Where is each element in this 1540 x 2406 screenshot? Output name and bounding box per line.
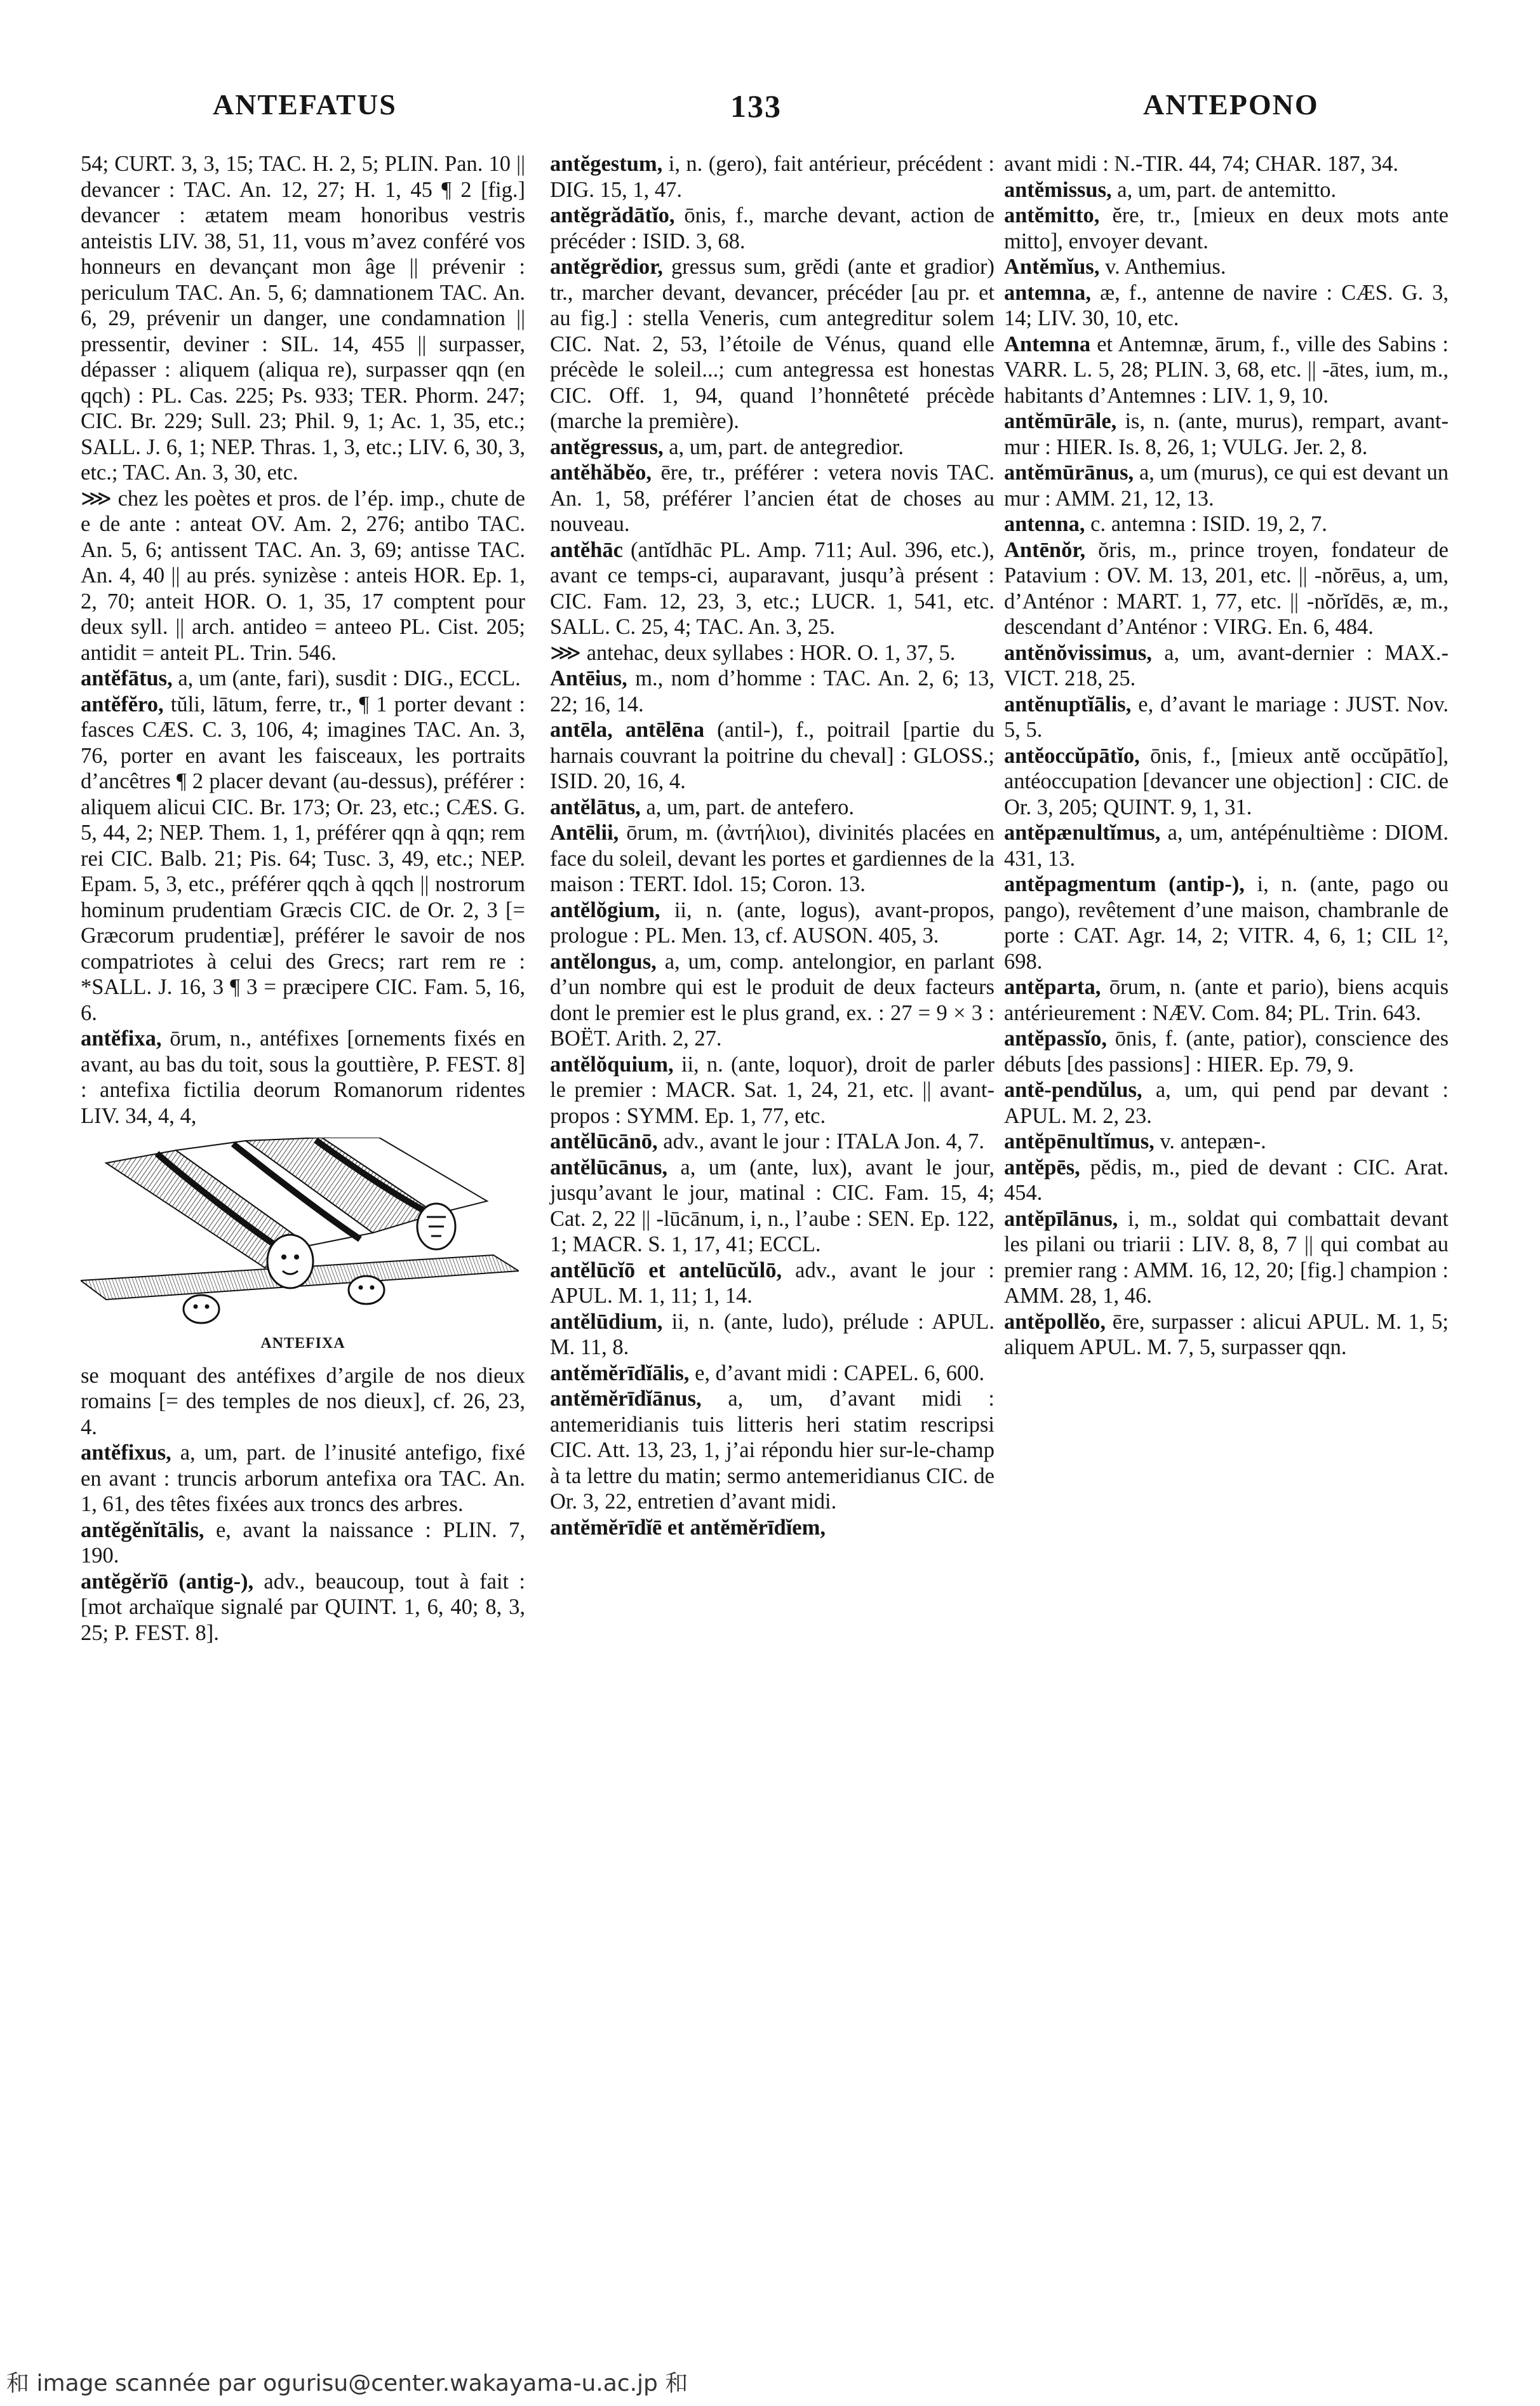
column-1 bbox=[81, 151, 525, 1646]
entry-text: ii, n. (ante, ludo), prélude : APUL. M. 11, 8. bbox=[550, 1309, 995, 1359]
headword: antĕfixa, bbox=[81, 1026, 162, 1051]
entry bbox=[1004, 203, 1449, 254]
entry bbox=[550, 1129, 994, 1155]
entry-text: pĕdis, m., pied de devant : CIC. Arat. 454. bbox=[1004, 1155, 1449, 1205]
headword: antĕgrĕdior, bbox=[550, 255, 663, 279]
entry-text: tŭli, lātum, ferre, tr., ¶ 1 porter devant : fasces CÆS. C. 3, 106, 4; imagines TAC. An. 3, 76, porter en avant les faisceaux, les portraits d’ancêtres ¶ 2 placer devant (au-dessus), préférer : aliquem alicui CIC. Br. 173; Or. 23, etc.; CÆS. G. 5, 44, 2; NEP. Them. 1, 1, préférer qqn à qqn; rem rei CIC. Balb. 21; Pis. 64; Tusc. 3, 49, etc.; NEP. Epam. 5, 3, etc., préférer qqch à qqch || nostrorum hominum prudentiam Græcis CIC. de Or. 2, 3 [= Græcorum prudentiæ], préférer le savoir de nos compatriotes à celui des Grecs; rart rem re : *SALL. J. 16, 3 ¶ 3 = præcipere CIC. Fam. 5, 16, 6. bbox=[81, 692, 526, 1025]
entry bbox=[1004, 974, 1449, 1026]
entry bbox=[1004, 1077, 1449, 1129]
entry bbox=[550, 666, 994, 717]
entry bbox=[81, 692, 525, 1026]
entry-text: se moquant des antéfixes d’argile de nos dieux romains [= des temples de nos dieux], cf. 26, 23, 4. bbox=[81, 1363, 525, 1439]
entry-text: ēre, surpasser : alicui APUL. M. 1, 5; aliquem APUL. M. 7, 5, surpasser qqn. bbox=[1004, 1309, 1449, 1359]
headword: antēla, antēlēna bbox=[550, 718, 705, 742]
running-head-right: ANTEPONO bbox=[1143, 88, 1319, 121]
headword: antĕnuptĭālis, bbox=[1004, 692, 1132, 716]
entry bbox=[1004, 408, 1449, 460]
entry bbox=[81, 1363, 525, 1441]
headword: antĕ-pendŭlus, bbox=[1004, 1078, 1142, 1102]
headword: antĕmĕrīdĭānus, bbox=[550, 1387, 702, 1411]
entry-text: ōrum, n., antéfixes [ornements fixés en avant, au bas du toit, sous la gouttière, P. FEST. 8] : antefixa fictilia deorum Romanorum ridentes LIV. 34, 4, 4, bbox=[81, 1026, 525, 1128]
headword: antĕnŏvissimus, bbox=[1004, 640, 1152, 665]
headword: Antēius, bbox=[550, 666, 627, 690]
entry-text: ii, n. (ante, loquor), droit de parler le premier : MACR. Sat. 1, 24, 21, etc. || avant-propos : SYMM. Ep. 1, 77, etc. bbox=[550, 1052, 995, 1128]
entry bbox=[1004, 537, 1449, 640]
headword: Antĕmĭus, bbox=[1004, 255, 1100, 279]
entry bbox=[550, 203, 994, 254]
headword: antĕmĕrīdĭē bbox=[550, 1515, 662, 1540]
entry bbox=[550, 640, 994, 666]
entry bbox=[1004, 254, 1449, 280]
entry bbox=[550, 717, 994, 795]
headword: antĕfixus, bbox=[81, 1441, 171, 1465]
entry-text: i, n. (gero), fait antérieur, précédent : DIG. 15, 1, 47. bbox=[550, 152, 995, 202]
entry bbox=[81, 1440, 525, 1517]
headword: antemna, bbox=[1004, 280, 1092, 305]
entry-text: a, um (ante, lux), avant le jour, jusqu’avant le jour, matinal : CIC. Fam. 15, 4; Cat. 2, 22 || -lūcānum, i, n., l’aube : SEN. Ep. 122, 1; MACR. S. 1, 17, 41; ECCL. bbox=[550, 1155, 994, 1256]
headword: antĕmūrānus, bbox=[1004, 460, 1134, 485]
entry bbox=[1004, 151, 1449, 177]
headword: antĕlātus, bbox=[550, 795, 641, 819]
entry-text: ōnis, f., marche devant, action de précéder : ISID. 3, 68. bbox=[550, 203, 994, 253]
headword: antĕgestum, bbox=[550, 152, 663, 176]
entry-text: e, d’avant midi : CAPEL. 6, 600. bbox=[695, 1361, 985, 1385]
entry bbox=[550, 795, 994, 821]
headword: antĕlūcĭō et antelūcŭlō, bbox=[550, 1258, 782, 1282]
headword: antĕgĕnĭtālis, bbox=[81, 1517, 204, 1542]
entry bbox=[81, 1026, 525, 1129]
entry-text: æ, f., antenne de navire : CÆS. G. 3, 14; LIV. 30, 10, etc. bbox=[1004, 280, 1449, 330]
page-header bbox=[0, 0, 1540, 140]
entry bbox=[81, 1517, 525, 1569]
entry bbox=[550, 1258, 994, 1309]
entry bbox=[81, 666, 525, 692]
headword: antĕpænultĭmus, bbox=[1004, 821, 1161, 845]
entry-text: a, um, part. de antemitto. bbox=[1117, 177, 1337, 202]
entry-text: ĕre, tr., [mieux en deux mots ante mitto], envoyer devant. bbox=[1004, 203, 1449, 253]
headword: antĕfātus, bbox=[81, 666, 173, 690]
entry-text: ⋙ chez les poètes et pros. de l’ép. imp., chute de e de ante : anteat OV. Am. 2, 276; antibo TAC. An. 5, 6; antissent TAC. An. 3, 69; antisse TAC. An. 4, 40 || au prés. synizèse : anteis HOR. Ep. 1, 2, 70; anteit HOR. O. 1, 35, 17 comptent pour deux syll. || arch. antideo = anteeo PL. Cist. 205; antidit = anteit PL. Trin. 546. bbox=[81, 486, 525, 665]
entry-text: ēre, tr., préférer : vetera novis TAC. An. 1, 58, préférer l’ancien état de choses au nouveau. bbox=[550, 460, 995, 536]
entry-text: ōnis, f., [mieux antĕ occŭpātĭo], antéoccupation [devancer une objection] : CIC. de Or. 3, 205; QUINT. 9, 1, 31. bbox=[1004, 743, 1449, 819]
headword: antĕpassĭo, bbox=[1004, 1026, 1107, 1051]
entry-text: i, n. (ante, pago ou pango), revêtement d’une maison, chambranle de porte : CAT. Agr. 14, 2; VITR. 4, 6, 1; CIL 1², 698. bbox=[1004, 872, 1449, 974]
column-2 bbox=[550, 151, 994, 1540]
entry-text: v. Anthemius. bbox=[1105, 255, 1226, 279]
entry bbox=[550, 1361, 994, 1387]
headword: antĕpēnultĭmus, bbox=[1004, 1129, 1155, 1153]
entry bbox=[1004, 1309, 1449, 1361]
entry-text: ōrum, n. (ante et pario), biens acquis antérieurement : NÆV. Com. 84; PL. Trin. 643. bbox=[1004, 975, 1449, 1025]
headword: antĕpollĕo, bbox=[1004, 1309, 1106, 1334]
figure-caption: ANTEFIXA bbox=[260, 1335, 345, 1352]
headword: antĕlūcānus, bbox=[550, 1155, 667, 1179]
entry bbox=[550, 151, 994, 203]
headword: antĕmissus, bbox=[1004, 177, 1112, 202]
entry bbox=[1004, 640, 1449, 692]
headword: antĕfĕro, bbox=[81, 692, 164, 716]
entry-text: is, n. (ante, murus), rempart, avant-mur : HIER. Is. 8, 26, 1; VULG. Jer. 2, 8. bbox=[1004, 409, 1449, 459]
headword: Antēnŏr, bbox=[1004, 537, 1086, 562]
headword: antĕgĕrĭō (antig-), bbox=[81, 1569, 254, 1594]
entry-text: i, m., soldat qui combattait devant les pilani ou triarii : LIV. 8, 8, 7 || qui combat au premier rang : AMM. 16, 12, 20; [fig.] champion : AMM. 28, 1, 46. bbox=[1004, 1206, 1449, 1308]
entry-text: a, um, part. de l’inusité antefigo, fixé en avant : truncis arborum antefixa ora TAC. An. 1, 61, des têtes fixées aux troncs des arbres. bbox=[81, 1441, 525, 1516]
entry bbox=[1004, 177, 1449, 203]
entry bbox=[550, 1515, 994, 1541]
headword: antĕoccŭpātĭo, bbox=[1004, 743, 1140, 768]
entry bbox=[1004, 1206, 1449, 1309]
entry-text: a, um, qui pend par devant : APUL. M. 2, 23. bbox=[1004, 1078, 1449, 1128]
antefixa-illustration bbox=[81, 1138, 525, 1357]
entry-text: et antĕmĕrīdĭem, bbox=[667, 1515, 826, 1540]
entry bbox=[550, 434, 994, 460]
entry bbox=[1004, 1129, 1449, 1155]
headword: antĕpīlānus, bbox=[1004, 1206, 1118, 1231]
entry-text: a, um, avant-dernier : MAX.-VICT. 218, 25. bbox=[1004, 640, 1449, 690]
entry-text: ii, n. (ante, logus), avant-propos, prologue : PL. Men. 13, cf. AUSON. 405, 3. bbox=[550, 897, 995, 948]
entry bbox=[1004, 871, 1449, 974]
entry-text: 54; CURT. 3, 3, 15; TAC. H. 2, 5; PLIN. Pan. 10 || devancer : TAC. An. 12, 27; H. 1, 45 ¶ 2 [fig.] devancer : ætatem meam honoribus vestris anteistis LIV. 38, 51, 11, vous m’avez conféré vos honneurs en devançant mon âge || prévenir : periculum TAC. An. 5, 6; damnationem TAC. An. 6, 29, prévenir un danger, une condamnation || pressentir, deviner : SIL. 14, 455 || surpasser, dépasser : aliquem (aliqua re), surpasser qqn (en qqch) : PL. Cas. 225; Ps. 933; TER. Phorm. 247; CIC. Br. 229; Sull. 23; Phil. 9, 1; Ac. 1, 35, etc.; SALL. J. 6, 1; NEP. Thras. 1, 3, etc.; LIV. 6, 30, 3, etc.; TAC. An. 3, 30, etc. bbox=[81, 152, 525, 485]
entry bbox=[550, 537, 994, 640]
headword: antĕmĕrīdĭālis, bbox=[550, 1361, 690, 1385]
entry-text: e, avant la naissance : PLIN. 7, 190. bbox=[81, 1517, 525, 1568]
entry bbox=[1004, 743, 1449, 821]
antefixa-engraving bbox=[81, 1138, 519, 1328]
entry-text: a, um, d’avant midi : antemeridianis tuis litteris heri statim rescripsi CIC. Att. 13, 23, 1, j’ai répondu hier sur-le-champ à ta lettre du matin; sermo antemeridianus CIC. de Or. 3, 22, entretien d’avant midi. bbox=[550, 1387, 994, 1514]
entry-text: m., nom d’homme : TAC. An. 2, 6; 13, 22; 16, 14. bbox=[550, 666, 994, 716]
entry bbox=[1004, 1026, 1449, 1077]
entry bbox=[550, 1309, 994, 1361]
entry-text: e, d’avant le mariage : JUST. Nov. 5, 5. bbox=[1004, 692, 1449, 742]
headword: antĕlūdium, bbox=[550, 1309, 663, 1334]
headword: antĕmūrāle, bbox=[1004, 409, 1117, 433]
entry-text: gressus sum, grĕdi (ante et gradior) tr., marcher devant, devancer, précéder [au pr. et au fig.] : stella Veneris, cum antegreditur solem CIC. Nat. 2, 53, l’étoile de Vénus, quand elle précède le soleil...; cum antegressa est honestas CIC. Off. 1, 94, quand l’honnêteté précède (marche la première). bbox=[550, 255, 994, 433]
entry bbox=[81, 486, 525, 666]
column-3 bbox=[1004, 151, 1449, 1361]
headword: antĕgrădātĭo, bbox=[550, 203, 675, 227]
entry bbox=[81, 151, 525, 486]
entry-text: adv., beaucoup, tout à fait : [mot archaïque signalé par QUINT. 1, 6, 40; 8, 3, 25; P. FEST. 8]. bbox=[81, 1569, 525, 1645]
entry-text: ōnis, f. (ante, patior), conscience des débuts [des passions] : HIER. Ep. 79, 9. bbox=[1004, 1026, 1449, 1077]
entry bbox=[550, 460, 994, 537]
entry bbox=[550, 1052, 994, 1129]
entry-text: c. antemna : ISID. 19, 2, 7. bbox=[1090, 512, 1327, 536]
running-head-left: ANTEFATUS bbox=[213, 88, 397, 121]
entry bbox=[1004, 692, 1449, 743]
entry bbox=[550, 254, 994, 434]
entry-text: adv., avant le jour : APUL. M. 1, 11; 1, 14. bbox=[550, 1258, 995, 1308]
entry-text: adv., avant le jour : ITALA Jon. 4, 7. bbox=[663, 1129, 984, 1153]
headword: antĕpagmentum (antip-), bbox=[1004, 872, 1245, 896]
entry bbox=[1004, 511, 1449, 537]
headword: antĕmitto, bbox=[1004, 203, 1100, 227]
entry-text: a, um, part. de antefero. bbox=[646, 795, 855, 819]
entry-text: et Antemnæ, ārum, f., ville des Sabins : VARR. L. 5, 28; PLIN. 3, 68, etc. || -ātes, ium, m., habitants d’Antemnes : LIV. 1, 9, 10. bbox=[1004, 332, 1449, 408]
entry-text: ŏris, m., prince troyen, fondateur de Patavium : OV. M. 13, 201, etc. || -nŏrēus, a, um, d’Anténor : MART. 1, 77, etc. || -nŏrĭdēs, æ, m., descendant d’Anténor : VIRG. En. 6, 484. bbox=[1004, 537, 1449, 639]
entry bbox=[550, 820, 994, 897]
entry-text: v. antepæn-. bbox=[1160, 1129, 1266, 1153]
entry bbox=[550, 897, 994, 949]
headword: antĕparta, bbox=[1004, 975, 1101, 999]
entry bbox=[1004, 280, 1449, 332]
entry bbox=[81, 1569, 525, 1646]
entry bbox=[1004, 332, 1449, 409]
headword: antĕhāc bbox=[550, 537, 623, 562]
headword: antĕhăbĕo, bbox=[550, 460, 652, 485]
entry bbox=[550, 949, 994, 1052]
headword: antenna, bbox=[1004, 512, 1085, 536]
headword: Antēlii, bbox=[550, 821, 619, 845]
entry bbox=[1004, 460, 1449, 511]
headword: Antemna bbox=[1004, 332, 1091, 356]
entry bbox=[1004, 1155, 1449, 1206]
headword: antĕlūcānō, bbox=[550, 1129, 658, 1153]
entry-text: ōrum, m. (ἀντήλιοι), divinités placées en face du soleil, devant les portes et gardiennes de la maison : TERT. Idol. 15; Coron. 13. bbox=[550, 821, 995, 896]
entry bbox=[1004, 820, 1449, 871]
entry-text: (antĭdhāc PL. Amp. 711; Aul. 396, etc.), avant ce temps-ci, auparavant, jusqu’à présent : CIC. Fam. 12, 23, 3, etc.; LUCR. 1, 541, etc. SALL. C. 25, 4; TAC. An. 3, 25. bbox=[550, 537, 994, 639]
entry-text: a, um (murus), ce qui est devant un mur : AMM. 21, 12, 13. bbox=[1004, 460, 1449, 511]
headword: antĕlŏquium, bbox=[550, 1052, 674, 1077]
entry-text: (antil-), f., poitrail [partie du harnais couvrant la poitrine du cheval] : GLOSS.; ISID. 20, 16, 4. bbox=[550, 718, 994, 793]
headword: antĕpēs, bbox=[1004, 1155, 1080, 1179]
entry-text: a, um, antépénultième : DIOM. 431, 13. bbox=[1004, 821, 1449, 871]
entry bbox=[550, 1386, 994, 1515]
entry-text: a, um, comp. antelongior, en parlant d’un nombre qui est le produit de deux facteurs dont le premier est le plus grand, ex. : 27 = 9 × 3 : BOËT. Arith. 2, 27. bbox=[550, 949, 994, 1051]
entry-text: ⋙ antehac, deux syllabes : HOR. O. 1, 37, 5. bbox=[550, 640, 956, 665]
headword: antĕlŏgium, bbox=[550, 897, 660, 922]
headword: antĕlongus, bbox=[550, 949, 657, 974]
entry-text: a, um, part. de antegredior. bbox=[669, 434, 904, 459]
entry-text: avant midi : N.-TIR. 44, 74; CHAR. 187, 34. bbox=[1004, 152, 1398, 176]
scan-credit-footer: 和 image scannée par ogurisu@center.wakayama-u.ac.jp 和 bbox=[6, 2370, 688, 2396]
page-number: 133 bbox=[730, 88, 782, 124]
entry-text: a, um (ante, fari), susdit : DIG., ECCL. bbox=[178, 666, 521, 690]
headword: antĕgressus, bbox=[550, 434, 664, 459]
entry bbox=[550, 1155, 994, 1258]
